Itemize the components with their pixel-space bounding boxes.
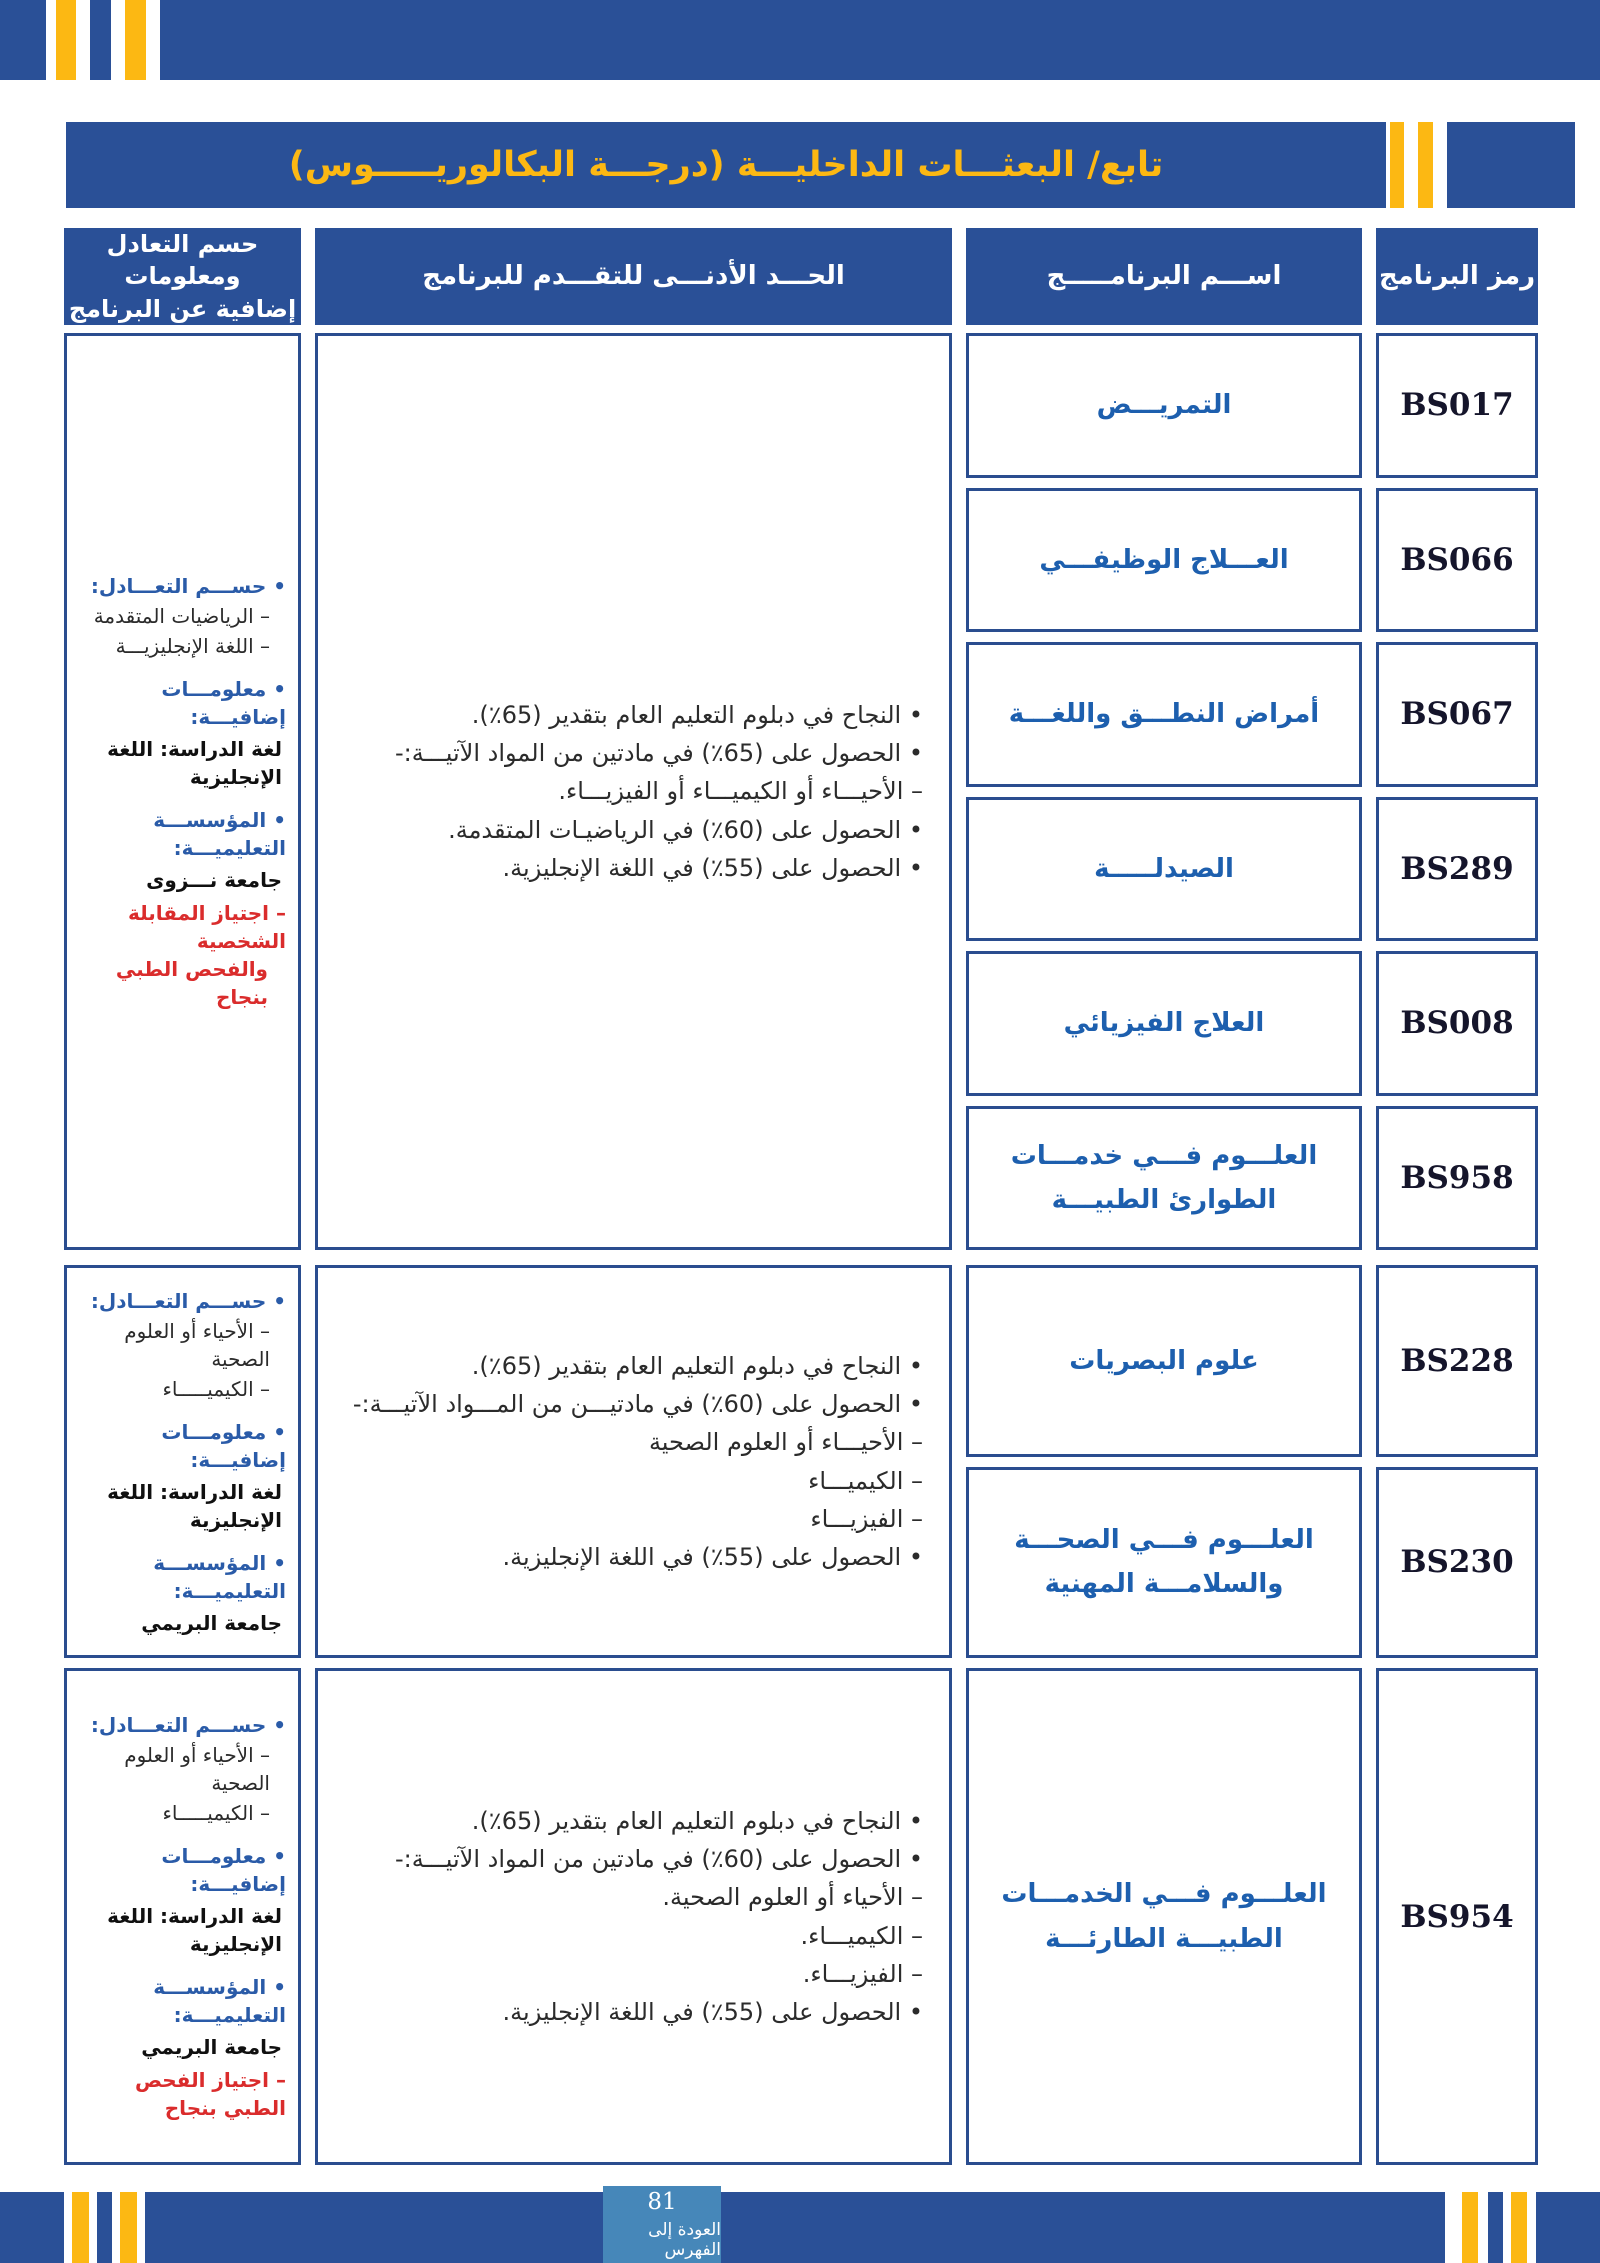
program-name: العلـــوم فـــي الخدمـــات الطبيـــة الطارئـــة [966,1668,1362,2165]
program-group-2 [64,1265,1538,1658]
header-label-line1: حسم التعادل ومعلومات [106,230,259,291]
footer-yellow-stripe [72,2192,89,2263]
header-label-line2: إضافية عن البرنامج [68,294,297,323]
requirement-line: • الحصول على (60٪) في الرياضيـات المتقدمة. [448,815,923,844]
back-to-index-link[interactable]: العودة إلى الفهرس [648,2219,721,2260]
institution-label: • المؤسســـة التعليميـــة: [153,808,286,860]
condition-red-line: والفحص الطبي بنجاح [115,957,268,1009]
condition-red-line: – اجتياز المقابلة الشخصية [127,901,286,953]
requirement-line: – الأحياء أو العلوم الصحية. [662,1883,923,1912]
tiebreak-item: – الأحياء أو العلوم الصحية [124,1743,270,1795]
header-cell-tiebreak-info [64,228,301,325]
tiebreak-info-cell [64,1668,301,2165]
top-band-blue-segment [0,0,46,80]
top-band-blue-stripe [90,0,111,80]
header-cell-min-requirements [315,228,952,325]
header-label: رمز البرنامج [1378,261,1536,292]
program-name: العـــلاج الوظيفـــي [966,488,1362,633]
requirement-line: – الفيزيـــاء. [802,1959,923,1988]
study-language: لغة الدراسة: اللغة الإنجليزية [107,1904,282,1956]
institution-name: جامعة نـــزوى [146,868,282,892]
extra-info-label: • معلومـــات إضافيـــة: [161,1419,286,1472]
top-band-blue-segment [160,0,1600,80]
requirement-line: • الحصول على (65٪) في مادتين من المواد الآتيـــة:- [395,739,923,768]
page-title: تابع/ البعثـــات الداخليـــة (درجـــة البكالوريـــــوس) [288,145,1164,185]
requirement-line: • النجاح في دبلوم التعليم العام بتقدير (65٪). [471,701,923,730]
footer-blue-stripe [97,2192,112,2263]
tiebreak-label: • حســـم التعـــادل: [90,1288,286,1313]
tiebreak-label: • حســـم التعـــادل: [90,574,286,598]
section-title-bar [66,122,1386,208]
institution-label: • المؤسســـة التعليميـــة: [153,1550,286,1603]
top-band-yellow-stripe [56,0,76,80]
header-label: الحـــد الأدنـــى للتقـــدم للبرنامج [422,261,845,292]
requirement-line: • الحصول على (55٪) في اللغة الإنجليزية. [502,1997,923,2026]
footer-yellow-stripe [1462,2192,1478,2263]
program-name: العلاج الفيزيائي [966,951,1362,1096]
tiebreak-info-cell [64,333,301,1250]
header-label: اســـم البرنامـــــج [1046,261,1282,292]
requirement-line: – الكيميـــاء. [800,1921,923,1950]
institution-label: • المؤسســـة التعليميـــة: [153,1975,286,2027]
program-name: الصيدلـــــة [966,797,1362,942]
tiebreak-label: • حســـم التعـــادل: [90,1713,286,1737]
footer-blue-stripe [1488,2192,1503,2263]
header-cell-program-name [966,228,1362,325]
requirement-line: • الحصول على (60٪) في مادتين من المواد الآتيـــة:- [395,1845,923,1874]
program-name: العلـــوم فـــي الصحـــة والسلامـــة المهنية [966,1467,1362,1659]
program-code: BS017 [1376,333,1538,478]
tiebreak-info-cell [64,1265,301,1658]
back-to-index-tab[interactable] [603,2186,721,2263]
footer-blue-segment [0,2192,64,2263]
requirement-line: – الأحيـــاء أو الكيميـــاء أو الفيزيـــاء. [558,777,923,806]
condition-red-line: – اجتياز الفحص الطبي بنجاح [134,2068,286,2120]
program-name: التمريـــض [966,333,1362,478]
program-code: BS958 [1376,1106,1538,1251]
tiebreak-item: – الرياضيات المتقدمة [93,604,270,628]
title-blue-endcap [1447,122,1575,208]
program-name: علوم البصريات [966,1265,1362,1457]
extra-info-label: • معلومـــات إضافيـــة: [161,677,286,729]
program-name: أمراض النطـــق واللغـــة [966,642,1362,787]
program-name: العلـــوم فـــي خدمـــات الطوارئ الطبيـــة [966,1106,1362,1251]
extra-info-label: • معلومـــات إضافيـــة: [161,1844,286,1896]
footer-blue-segment [145,2192,1445,2263]
tiebreak-item: – اللغة الإنجليزيـــة [115,634,270,658]
top-band-yellow-stripe [125,0,146,80]
program-code: BS066 [1376,488,1538,633]
requirement-line: – الفيزيـــاء [810,1504,923,1533]
program-group-1 [64,333,1538,1250]
title-yellow-stripe [1390,122,1404,208]
program-code: BS228 [1376,1265,1538,1457]
requirement-line: • النجاح في دبلوم التعليم العام بتقدير (65٪). [471,1352,923,1381]
requirement-line: • الحصول على (55٪) في اللغة الإنجليزية. [502,1542,923,1571]
title-yellow-stripe [1418,122,1433,208]
institution-name: جامعة البريمي [141,1610,282,1635]
program-code: BS067 [1376,642,1538,787]
footer-blue-segment [1536,2192,1600,2263]
program-code: BS289 [1376,797,1538,942]
tiebreak-item: – الكيميـــــاء [162,1376,270,1401]
requirement-line: – الكيميـــاء [808,1466,923,1495]
institution-name: جامعة البريمي [141,2035,282,2059]
study-language: لغة الدراسة: اللغة الإنجليزية [107,737,282,789]
requirement-line: • الحصول على (60٪) في مادتيـــن من المـــواد الآتيـــة:- [352,1390,923,1419]
page-number: 81 [647,2189,677,2216]
study-language: لغة الدراسة: اللغة الإنجليزية [107,1479,282,1532]
table-header-row [64,228,1538,325]
program-code: BS008 [1376,951,1538,1096]
footer-yellow-stripe [120,2192,137,2263]
tiebreak-item: – الأحياء أو العلوم الصحية [124,1318,270,1371]
program-code: BS954 [1376,1668,1538,2165]
header-cell-program-code [1376,228,1538,325]
requirement-line: – الأحيـــاء أو العلوم الصحية [648,1428,923,1457]
program-group-3 [64,1668,1538,2165]
min-requirements-cell [315,333,952,1250]
footer-yellow-stripe [1511,2192,1527,2263]
min-requirements-cell [315,1265,952,1658]
requirement-line: • النجاح في دبلوم التعليم العام بتقدير (65٪). [471,1807,923,1836]
min-requirements-cell [315,1668,952,2165]
requirement-line: • الحصول على (55٪) في اللغة الإنجليزية. [502,853,923,882]
tiebreak-item: – الكيميـــــاء [162,1801,270,1825]
program-code: BS230 [1376,1467,1538,1659]
